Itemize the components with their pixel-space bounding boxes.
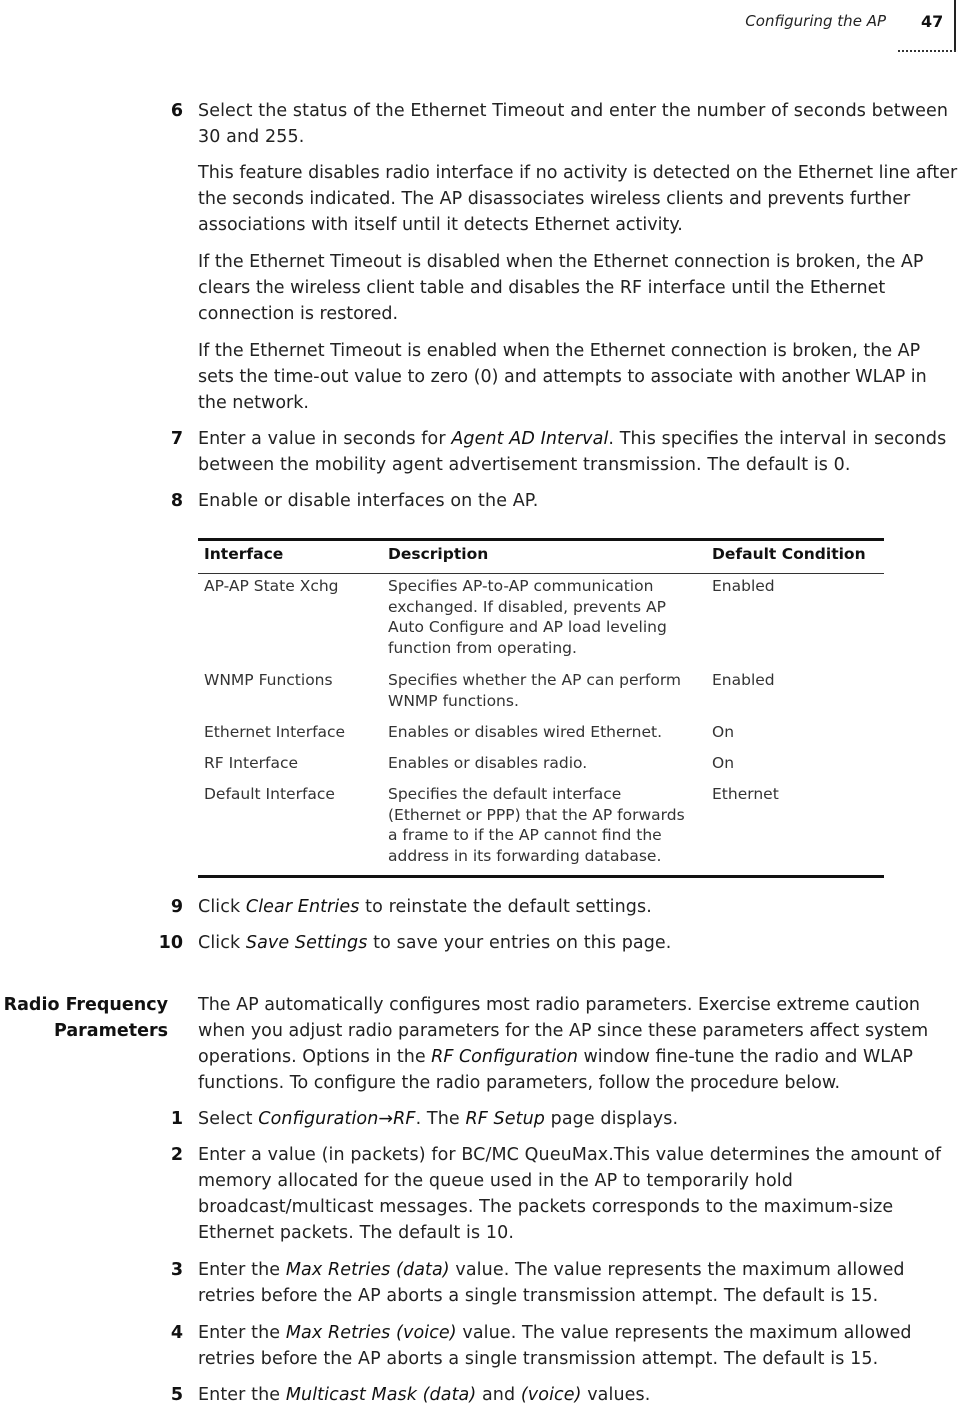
ui-term: Max Retries (voice) [285, 1323, 457, 1343]
running-header-title: Configuring the AP [745, 12, 886, 30]
step-text: Enter the Max Retries (voice) value. The value represents the maximum allowed retries before the AP aborts a single transmission attempt. The default is 15. [198, 1323, 912, 1369]
step-text: Enable or disable interfaces on the AP. [198, 491, 539, 511]
paragraph: If the Ethernet Timeout is disabled when the Ethernet connection is broken, the AP clears the wireless client table and disables the RF interface until the Ethernet connection is restored. [198, 252, 924, 324]
table-header-interface: Interface [204, 545, 284, 563]
step-number: 2 [170, 1145, 183, 1165]
ui-term: Clear Entries [245, 897, 360, 917]
table-bottom-rule [198, 875, 884, 878]
table-cell: Speciﬁes the default interface (Ethernet or PPP) that the AP forwards a frame to if the AP cannot ﬁnd the address in its forwarding database. [388, 785, 685, 865]
ui-term: Conﬁguration→RF [258, 1109, 416, 1129]
step-text: Click Clear Entries to reinstate the default settings. [198, 897, 652, 917]
step-number: 7 [170, 429, 183, 449]
table-cell: Ethernet [712, 785, 779, 803]
step-number: 1 [170, 1109, 183, 1129]
ui-term: Save Settings [245, 933, 368, 953]
ui-term: RF Setup [465, 1109, 545, 1129]
table-cell: Enables or disables wired Ethernet. [388, 723, 662, 741]
section-heading: Radio Frequency Parameters [3, 995, 168, 1041]
step-text: Click Save Settings to save your entries on this page. [198, 933, 672, 953]
ui-term: (voice) [520, 1385, 582, 1405]
step-text: Select Conﬁguration→RF. The RF Setup page displays. [198, 1109, 679, 1129]
table-cell: Default Interface [204, 785, 335, 803]
table-cell: Speciﬁes whether the AP can perform WNMP functions. [388, 671, 682, 710]
step-text: Enter a value in seconds for Agent AD Interval. This speciﬁes the interval in seconds between the mobility agent advertisement transmission. The default is 0. [198, 429, 947, 475]
header-dotted-rule [898, 50, 956, 52]
step-number: 6 [170, 101, 183, 121]
step-number: 9 [170, 897, 183, 917]
table-cell: Enabled [712, 671, 775, 689]
step-number: 3 [170, 1260, 183, 1280]
paragraph: This feature disables radio interface if no activity is detected on the Ethernet line after the seconds indicated. The AP disassociates wireless clients and prevents further associations with itself until it detects Ethernet activity. [198, 163, 958, 235]
step-number: 10 [158, 933, 183, 953]
table-cell: On [712, 723, 735, 741]
section-intro: The AP automatically conﬁgures most radio parameters. Exercise extreme caution when you adjust radio parameters for the AP since these parameters affect system operations. Options in the RF Conﬁguration window ﬁne-tune the radio and WLAP functions. To conﬁgure the radio parameters, follow the procedure below. [198, 995, 929, 1093]
step-text: Enter the Multicast Mask (data) and (voice) values. [198, 1385, 651, 1405]
table-header-default: Default Condition [712, 545, 866, 563]
page-number: 47 [921, 12, 944, 31]
step-number: 8 [170, 491, 183, 511]
table-cell: Ethernet Interface [204, 723, 346, 741]
table-cell: On [712, 754, 735, 772]
ui-term: RF Conﬁguration [431, 1047, 578, 1067]
ui-term: Agent AD Interval [451, 429, 609, 449]
table-header-rule [198, 573, 884, 574]
table-cell: WNMP Functions [204, 671, 333, 689]
table-cell: Enables or disables radio. [388, 754, 588, 772]
header-vertical-rule [954, 0, 956, 52]
step-text: Select the status of the Ethernet Timeout and enter the number of seconds between 30 and 255. [198, 101, 949, 147]
table-cell: AP-AP State Xchg [204, 577, 339, 595]
step-number: 4 [170, 1323, 183, 1343]
table-cell: RF Interface [204, 754, 299, 772]
table-top-rule [198, 538, 884, 541]
step-number: 5 [170, 1385, 183, 1405]
step-text: Enter the Max Retries (data) value. The value represents the maximum allowed retries before the AP aborts a single transmission attempt. The default is 15. [198, 1260, 905, 1306]
paragraph: If the Ethernet Timeout is enabled when the Ethernet connection is broken, the AP sets the time-out value to zero (0) and attempts to associate with another WLAP in the network. [198, 341, 927, 413]
table-cell: Enabled [712, 577, 775, 595]
step-text: Enter a value (in packets) for BC/MC QueuMax.This value determines the amount of memory allocated for the queue used in the AP to temporarily hold broadcast/multicast messages. The packets corresponds to the maximum-size Ethernet packets. The default is 10. [198, 1145, 942, 1243]
table-header-description: Description [388, 545, 489, 563]
table-cell: Speciﬁes AP-to-AP communication exchanged. If disabled, prevents AP Auto Conﬁgure and AP load leveling function from operating. [388, 577, 667, 657]
ui-term: Max Retries (data) [285, 1260, 450, 1280]
ui-term: Multicast Mask (data) [285, 1385, 477, 1405]
